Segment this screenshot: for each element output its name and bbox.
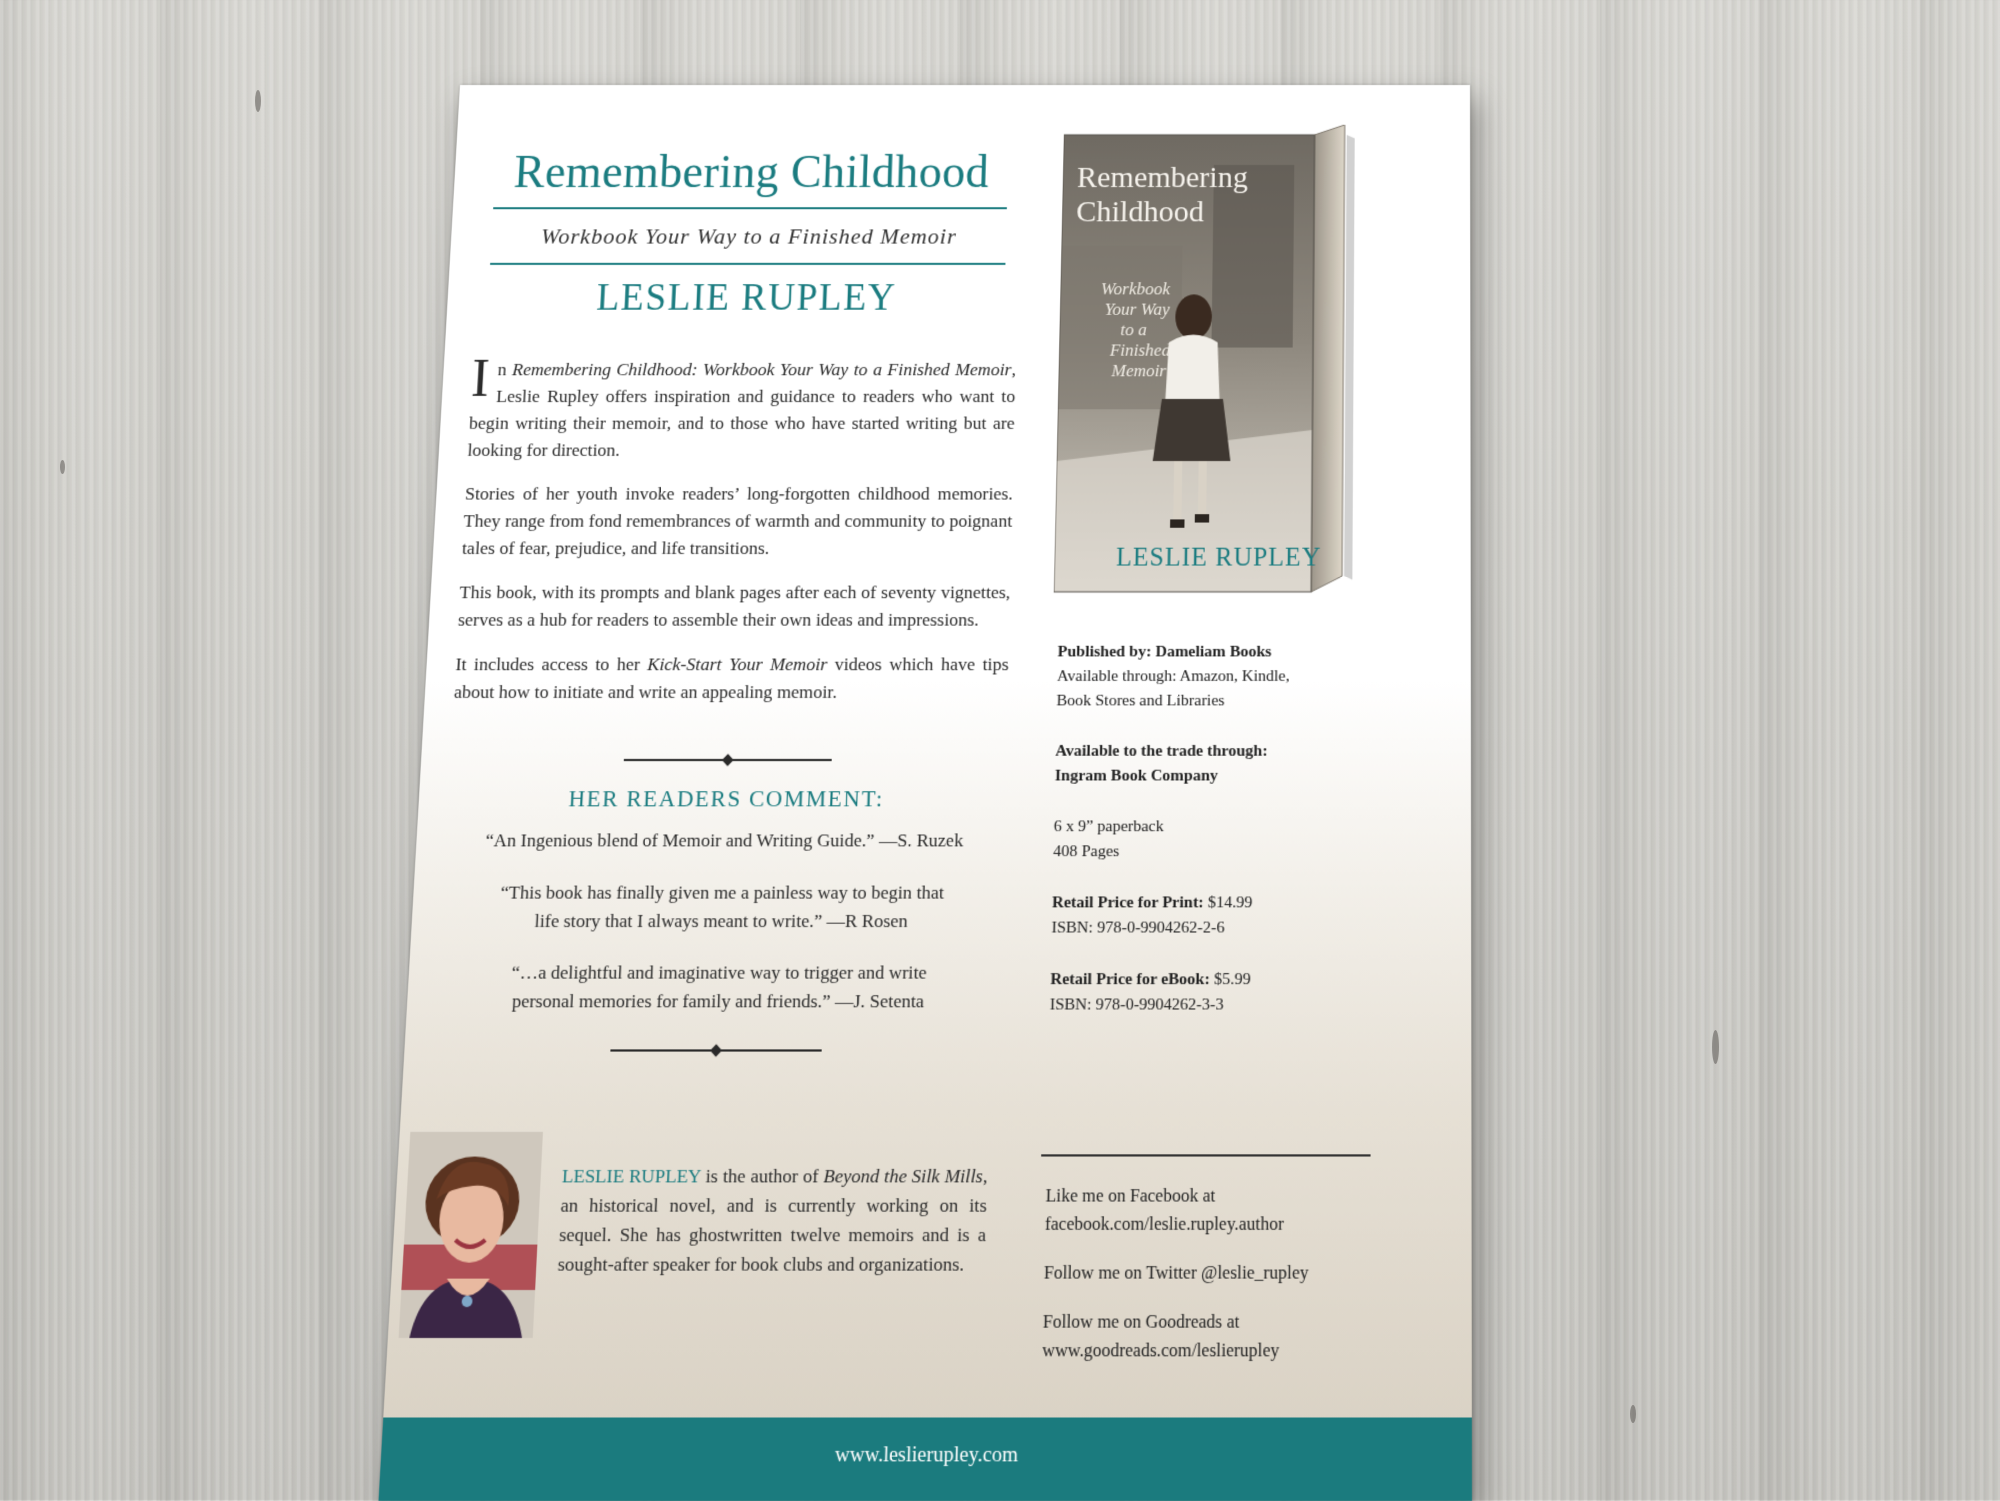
quote-line: “This book has finally given me a painless way to begin that <box>500 881 945 903</box>
ebook-price-label: Retail Price for eBook: <box>1050 969 1211 989</box>
video-title-italic: Kick-Start Your Memoir <box>646 653 828 675</box>
wood-knot <box>255 90 261 112</box>
description-p1 <box>467 349 1017 463</box>
availability-line: Book Stores and Libraries <box>1056 691 1225 710</box>
description <box>452 349 1017 723</box>
description-p4 <box>453 650 1009 705</box>
spacer <box>1043 1287 1364 1308</box>
facebook-link[interactable] <box>1045 1181 1365 1237</box>
footer-band <box>378 1417 1472 1501</box>
availability-line: Available through: Amazon, Kindle, <box>1056 667 1290 686</box>
ebook-price <box>1050 967 1366 992</box>
print-price-label: Retail Price for Print: <box>1051 893 1204 912</box>
quote-line: “An Ingenious blend of Memoir and Writing Guide.” —S. Ruzek <box>485 829 964 851</box>
spacer <box>1056 713 1368 739</box>
social-divider <box>1041 1154 1370 1156</box>
book-title-italic: Remembering Childhood: Workbook Your Way to a Finished Memoir <box>511 358 1012 380</box>
goodreads-url: www.goodreads.com/leslierupley <box>1041 1339 1280 1361</box>
reader-quote-3 <box>449 958 988 1015</box>
bio-author-name: LESLIE RUPLEY <box>561 1164 702 1187</box>
spacer <box>1052 864 1366 890</box>
spacer <box>1054 788 1367 814</box>
trade-company: Ingram Book Company <box>1054 766 1219 785</box>
cover-sub-line: Workbook <box>1100 279 1171 299</box>
description-text: , Leslie Rupley offers inspiration and guidance to readers who want to begin writing their memoir, and to those who have started writing but are looking for direction. <box>467 358 1017 461</box>
cover-title-line1: Remembering <box>1076 160 1249 195</box>
trade-line <box>1055 763 1367 788</box>
ebook-price-value: $5.99 <box>1209 969 1251 989</box>
cover-author: LESLIE RUPLEY <box>1115 543 1322 572</box>
drop-cap: I <box>469 349 491 409</box>
social-links <box>1042 1181 1365 1364</box>
trade-line <box>1055 739 1367 764</box>
flyer-subtitle: Workbook Your Way to a Finished Memoir <box>540 223 958 249</box>
cover-sub-line: to a <box>1120 319 1147 340</box>
book-cover-image <box>1054 125 1355 597</box>
goodreads-label: Follow me on Goodreads at <box>1042 1310 1240 1333</box>
ornament-divider <box>624 759 832 761</box>
bio-book-title: Beyond the Silk Mills <box>823 1164 984 1187</box>
ornament-divider <box>610 1049 821 1051</box>
print-price-value: $14.99 <box>1203 893 1253 912</box>
cover-sub-line: Memoir <box>1111 360 1167 381</box>
flyer-author: LESLIE RUPLEY <box>595 277 897 319</box>
title-rule-top <box>493 207 1007 209</box>
title-rule-bottom <box>490 263 1005 265</box>
wood-knot <box>60 460 65 474</box>
quote-line: “…a delightful and imaginative way to trigger and write <box>511 961 928 984</box>
publication-details <box>1050 639 1368 1017</box>
flyer-title: Remembering Childhood <box>512 145 990 198</box>
author-bio <box>557 1161 988 1279</box>
readers-heading: HER READERS COMMENT: <box>567 784 885 812</box>
book-format: 6 x 9” paperback <box>1053 817 1164 836</box>
description-text: videos which have tips about how to initiate and write an appealing memoir. <box>453 653 1009 703</box>
reader-quote-1 <box>458 826 992 854</box>
author-portrait-image <box>399 1132 543 1338</box>
cover-title-line2: Childhood <box>1075 195 1205 229</box>
ebook-isbn: ISBN: 978-0-9904262-3-3 <box>1049 995 1224 1014</box>
print-price <box>1052 890 1367 915</box>
print-isbn: ISBN: 978-0-9904262-2-6 <box>1051 918 1225 937</box>
twitter-link[interactable]: Follow me on Twitter @leslie_rupley <box>1043 1261 1309 1284</box>
description-text: n <box>497 358 513 380</box>
description-p2: Stories of her youth invoke readers’ long-forgotten childhood memories. They range from fond remembrances of warmth and community to poignant tales of fear, prejudice, and life transitions. <box>461 482 1014 559</box>
bio-text: , an historical novel, and is currently working on its sequel. She has ghostwritten twelve memoirs and is a sought-after speaker for book clubs and organizations. <box>557 1164 988 1276</box>
spacer <box>1051 940 1367 966</box>
bio-text: is the author of <box>700 1164 824 1187</box>
page-count: 408 Pages <box>1052 842 1120 861</box>
quote-line: life story that I always meant to write.” —R Rosen <box>534 909 909 932</box>
facebook-label: Like me on Facebook at <box>1045 1184 1216 1207</box>
wood-knot <box>1630 1405 1636 1423</box>
reader-quote-2 <box>453 878 990 935</box>
author-photo <box>399 1132 543 1338</box>
facebook-url: facebook.com/leslie.rupley.author <box>1044 1212 1284 1235</box>
book-flyer <box>378 85 1472 1501</box>
goodreads-link[interactable] <box>1042 1307 1365 1364</box>
spacer <box>1044 1238 1365 1258</box>
wood-knot <box>1712 1030 1719 1064</box>
cover-sub-line: Finished <box>1109 340 1171 360</box>
website-link[interactable]: www.leslierupley.com <box>834 1442 1019 1468</box>
published-by-label: Published by: Dameliam Books <box>1057 642 1272 661</box>
cover-sub-line: Your Way <box>1104 299 1170 319</box>
published-by <box>1057 639 1367 663</box>
description-text: It includes access to her <box>455 653 648 675</box>
trade-label: Available to the trade through: <box>1055 741 1268 761</box>
description-p3: This book, with its prompts and blank pages after each of seventy vignettes, serves as a hub for readers to assemble their own ideas and impressions. <box>457 581 1011 630</box>
quote-line: personal memories for family and friends.” —J. Setenta <box>511 989 925 1012</box>
book-cover <box>1054 125 1355 597</box>
